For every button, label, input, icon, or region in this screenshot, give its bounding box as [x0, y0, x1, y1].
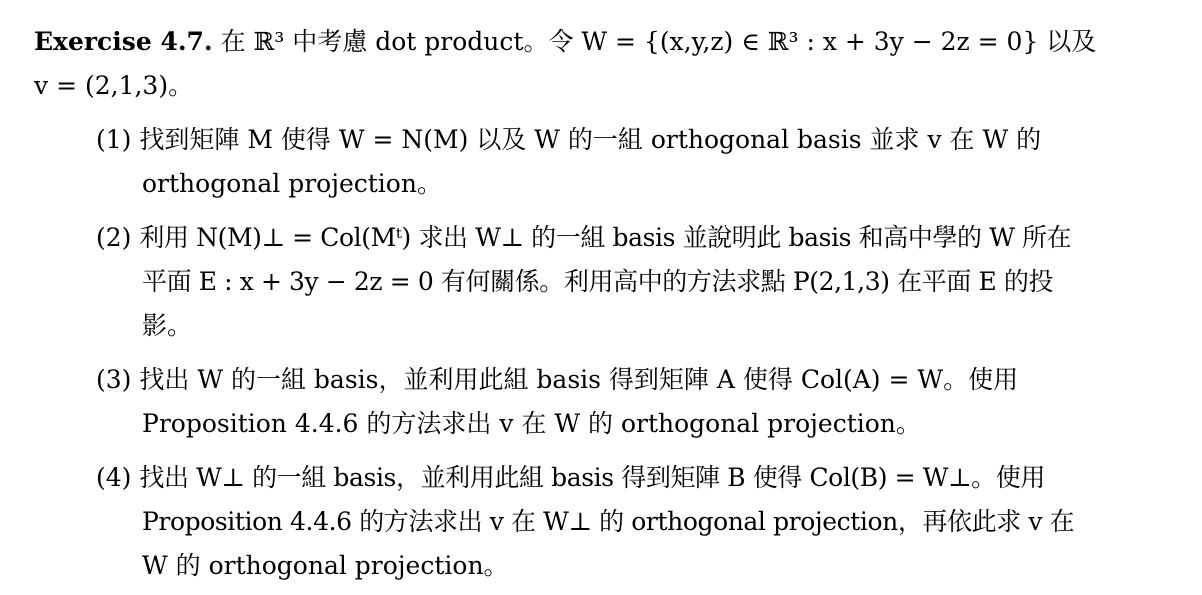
- exercise-intro-text-2: v = (2,1,3)。: [34, 71, 194, 100]
- item-1-line-2: [34, 162, 1154, 206]
- item-4-line-2: [34, 500, 1154, 544]
- item-1-text-1: 找到矩陣 M 使得 W = N(M) 以及 W 的一組 orthogonal basis 並求 v 在 W 的: [139, 125, 1042, 154]
- item-1-text-2: orthogonal projection。: [142, 169, 442, 198]
- exercise-item-1: [34, 118, 1154, 206]
- item-3-text-1: 找出 W 的一組 basis，並利用此組 basis 得到矩陣 A 使得 Col(A) = W。使用: [139, 365, 1019, 394]
- item-3-line-1: [34, 358, 1154, 402]
- item-1-number: (1): [96, 125, 132, 154]
- exercise-item-3: [34, 358, 1154, 446]
- item-3-text-2: Proposition 4.4.6 的方法求出 v 在 W 的 orthogonal projection。: [142, 409, 921, 438]
- item-4-text-1: 找出 W⊥ 的一組 basis，並利用此組 basis 得到矩陣 B 使得 Col(B) = W⊥。使用: [139, 463, 1045, 492]
- item-4-text-3: W 的 orthogonal projection。: [142, 551, 509, 580]
- item-1-line-1: [34, 118, 1154, 162]
- item-2-number: (2): [96, 223, 132, 252]
- item-4-line-3: [34, 544, 1154, 588]
- item-2-text-3: 影。: [142, 311, 193, 340]
- exercise-heading: Exercise 4.7.: [34, 27, 213, 56]
- exercise-item-2: [34, 216, 1154, 348]
- item-2-text-2: 平面 E : x + 3y − 2z = 0 有何關係。利用高中的方法求點 P(2,1,3) 在平面 E 的投: [142, 267, 1054, 296]
- item-4-text-2: Proposition 4.4.6 的方法求出 v 在 W⊥ 的 orthogonal projection，再依此求 v 在: [142, 507, 1075, 536]
- exercise-intro-line-1: [34, 20, 1154, 64]
- item-3-line-2: [34, 402, 1154, 446]
- item-3-number: (3): [96, 365, 132, 394]
- item-2-text-1: 利用 N(M)⊥ = Col(Mᵗ) 求出 W⊥ 的一組 basis 並說明此 basis 和高中學的 W 所在: [139, 223, 1072, 252]
- item-4-number: (4): [96, 463, 132, 492]
- exercise-item-4: [34, 456, 1154, 588]
- item-2-line-3: [34, 304, 1154, 348]
- item-2-line-1: [34, 216, 1154, 260]
- exercise-intro-line-2: [34, 64, 1154, 108]
- item-2-line-2: [34, 260, 1154, 304]
- exercise-intro-text-1: 在 ℝ³ 中考慮 dot product。令 W = {(x,y,z) ∈ ℝ³ : x + 3y − 2z = 0} 以及: [220, 27, 1097, 56]
- exercise-block: [34, 20, 1154, 588]
- item-4-line-1: [34, 456, 1154, 500]
